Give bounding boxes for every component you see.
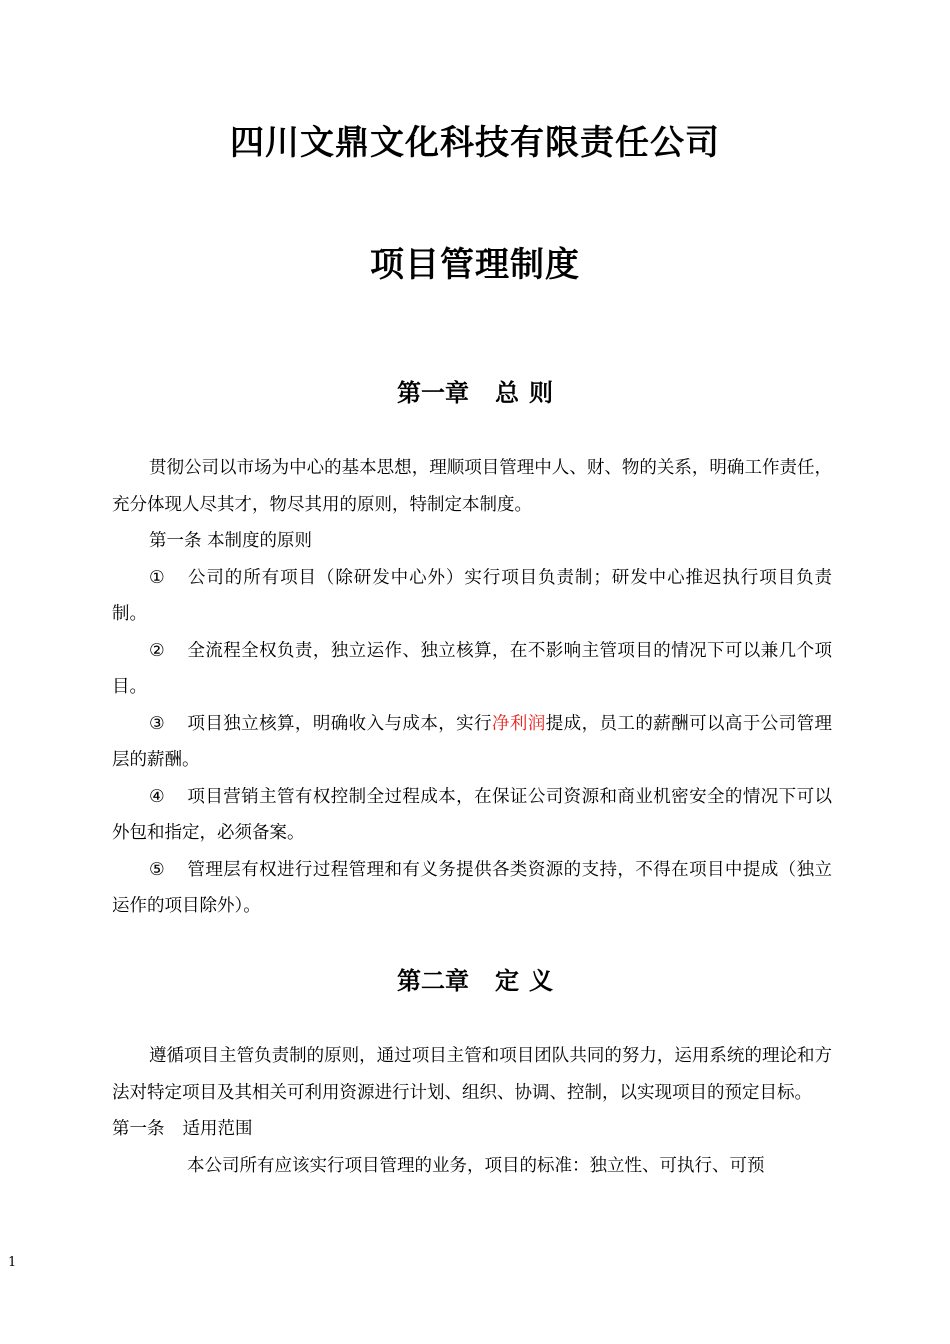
chapter-1-intro: 贯彻公司以市场为中心的基本思想，理顺项目管理中人、财、物的关系，明确工作责任，充分体现人尽其才，物尽其用的原则，特制定本制度。 [112,458,832,515]
chapter-1-heading [0,373,950,408]
chapter-1-body [112,450,832,925]
company-title: 四川文鼎文化科技有限责任公司 [230,123,720,163]
chapter-2-heading [0,961,950,996]
item-text-5: 管理层有权进行过程管理和有义务提供各类资源的支持，不得在项目中提成（独立运作的项目除外）。 [112,859,832,916]
chapter-2-label: 第二章 [397,967,469,995]
item-mark-2: ② [149,640,165,661]
chapter-2-scope-text: 本公司所有应该实行项目管理的业务，项目的标准：独立性、可执行、可预 [187,1155,765,1176]
chapter-2-article-1-label: 第一条 [112,1119,165,1139]
item-mark-5: ⑤ [149,859,165,880]
chapter-1-name-b: 则 [529,379,553,407]
chapter-2-name-b: 义 [529,967,553,995]
principle-item-3 [112,706,832,779]
item-text-1: 公司的所有项目（除研发中心外）实行项目负责制；研发中心推迟执行项目负责制。 [112,567,832,624]
principle-item-4 [112,779,832,852]
item-text-3a: 项目独立核算，明确收入与成本，实行 [187,713,492,734]
chapter-1-label: 第一章 [397,379,469,407]
page-number: 1 [8,1255,17,1270]
item-mark-1: ① [149,567,165,588]
item-mark-4: ④ [149,786,165,807]
chapter-2-intro: 遵循项目主管负责制的原则，通过项目主管和项目团队共同的努力，运用系统的理论和方法对特定项目及其相关可利用资源进行计划、组织、协调、控制，以实现项目的预定目标。 [112,1046,832,1103]
principle-item-2 [112,633,832,706]
item-text-2: 全流程全权负责，独立运作、独立核算，在不影响主管项目的情况下可以兼几个项目。 [112,640,832,697]
chapter-2-name-a: 定 [495,967,519,995]
principle-item-5 [112,852,832,925]
chapter-2-article-1 [112,1111,832,1148]
item-text-4: 项目营销主管有权控制全过程成本，在保证公司资源和商业机密安全的情况下可以外包和指定，必须备案。 [112,786,832,843]
item-text-3b: 提成，员工的薪酬可以高于公司管理层的薪酬。 [112,713,832,770]
chapter-2-article-1-name: 适用范围 [182,1119,253,1139]
item-text-3-highlight: 净利润 [492,713,546,734]
principle-item-1 [112,560,832,633]
item-mark-3: ③ [149,713,165,734]
chapter-1-article-1: 第一条 本制度的原则 [149,531,313,551]
chapter-2-body [112,1038,832,1184]
chapter-1-name-a: 总 [495,379,519,407]
document-title: 项目管理制度 [370,245,580,285]
